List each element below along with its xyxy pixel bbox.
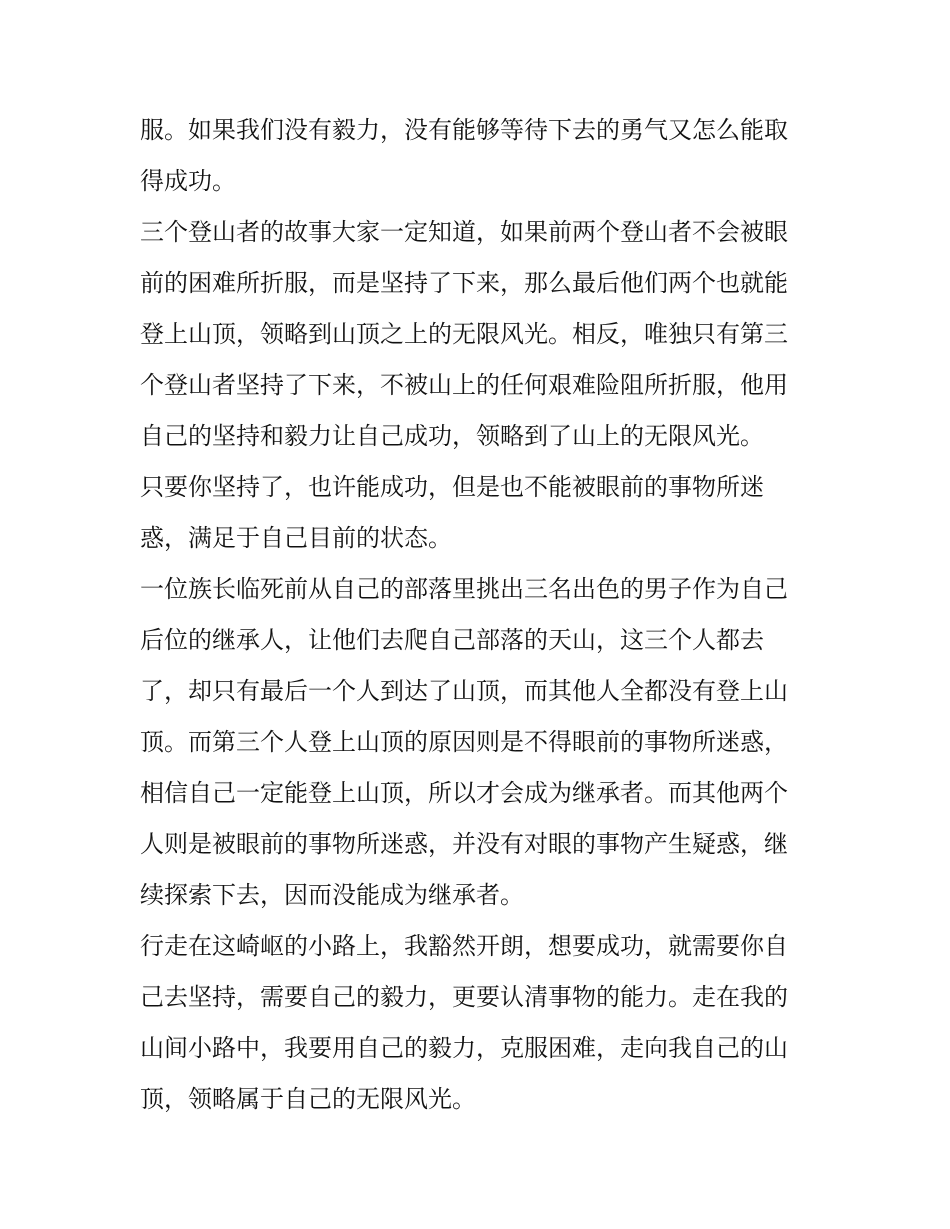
text-line: 了，却只有最后一个人到达了山顶，而其他人全都没有登上山 [140,677,788,705]
text-line: 服。如果我们没有毅力，没有能够等待下去的勇气又怎么能取 [140,116,788,144]
text-line: 只要你坚持了，也许能成功，但是也不能被眼前的事物所迷 [140,473,764,501]
text-line: 一位族长临死前从自己的部落里挑出三名出色的男子作为自己 [140,575,788,603]
text-line: 相信自己一定能登上山顶，所以才会成为继承者。而其他两个 [140,779,788,807]
text-line: 三个登山者的故事大家一定知道，如果前两个登山者不会被眼 [140,218,788,246]
document-page [140,105,812,1125]
text-line: 人则是被眼前的事物所迷惑，并没有对眼的事物产生疑惑，继 [140,830,788,858]
text-line: 顶，领略属于自己的无限风光。 [140,1085,476,1113]
text-line: 后位的继承人，让他们去爬自己部落的天山，这三个人都去 [140,626,764,654]
paragraph-4 [140,564,812,921]
text-line: 续探索下去，因而没能成为继承者。 [140,881,524,909]
paragraph-5 [140,921,812,1125]
text-line: 惑，满足于自己目前的状态。 [140,524,452,552]
paragraph-2 [140,207,812,462]
text-line: 行走在这崎岖的小路上，我豁然开朗，想要成功，就需要你自 [140,932,788,960]
paragraph-1 [140,105,812,207]
text-line: 前的困难所折服，而是坚持了下来，那么最后他们两个也就能 [140,269,788,297]
paragraph-3 [140,462,812,564]
text-line: 己去坚持，需要自己的毅力，更要认清事物的能力。走在我的 [140,983,788,1011]
text-line: 山间小路中，我要用自己的毅力，克服困难，走向我自己的山 [140,1034,788,1062]
text-line: 得成功。 [140,167,236,195]
text-line: 个登山者坚持了下来，不被山上的任何艰难险阻所折服，他用 [140,371,788,399]
text-line: 登上山顶，领略到山顶之上的无限风光。相反，唯独只有第三 [140,320,788,348]
text-line: 顶。而第三个人登上山顶的原因则是不得眼前的事物所迷惑， [140,728,788,756]
text-line: 自己的坚持和毅力让自己成功，领略到了山上的无限风光。 [140,422,764,450]
